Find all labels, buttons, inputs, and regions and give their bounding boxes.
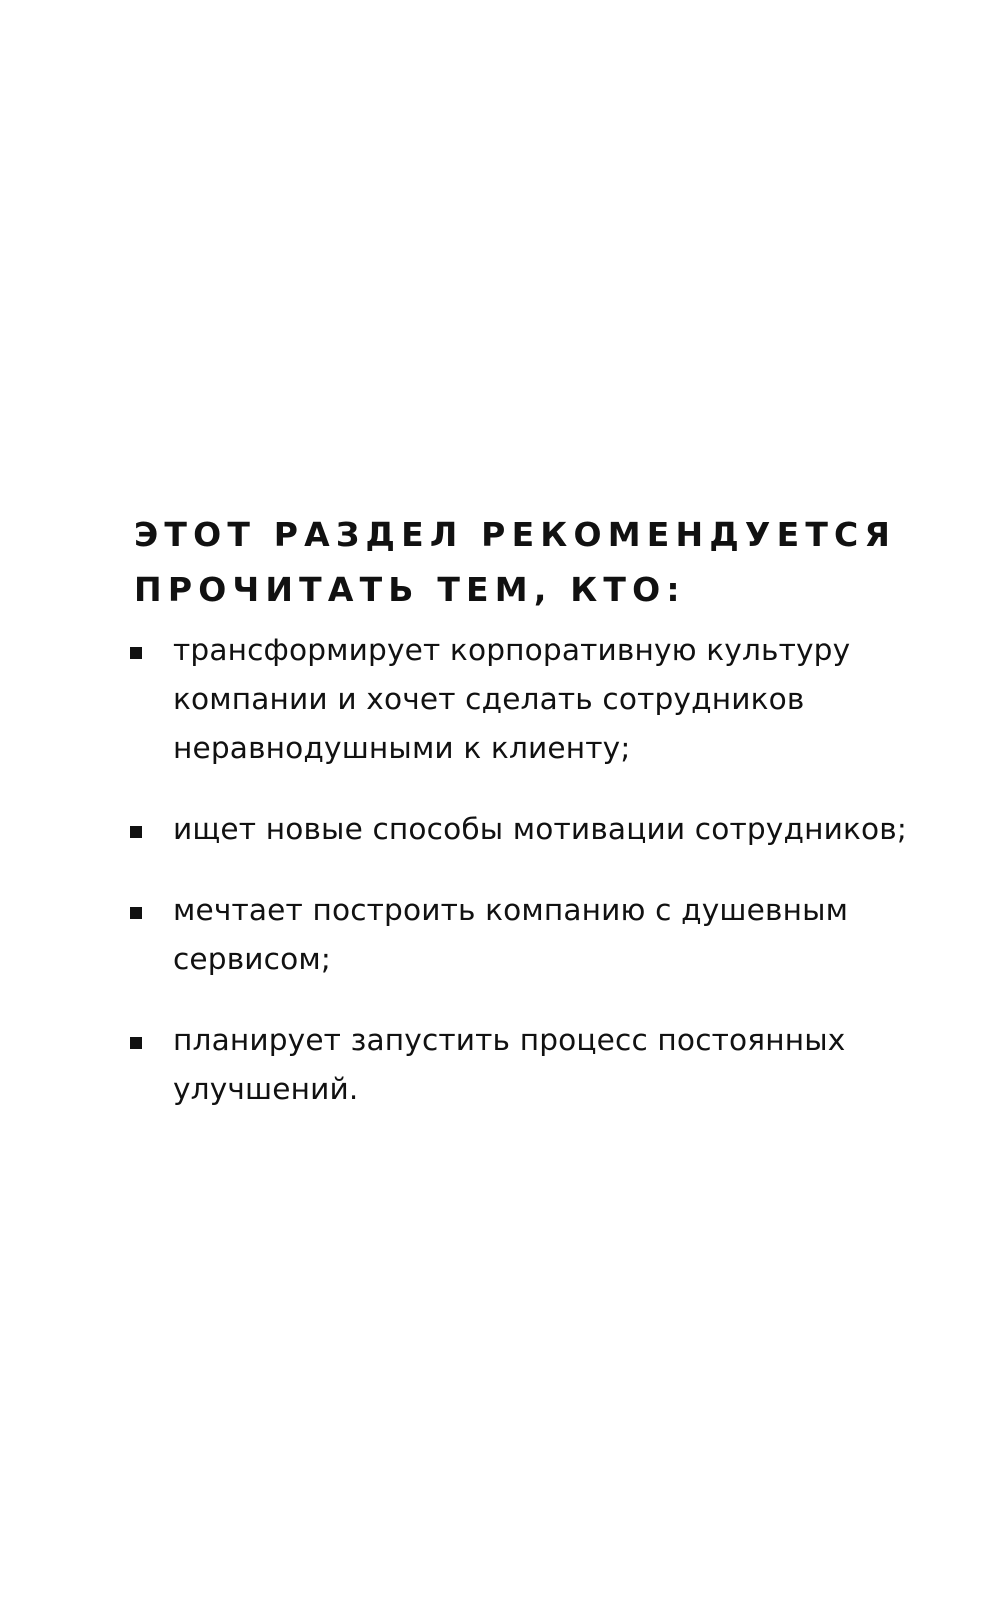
square-bullet-icon [130, 907, 142, 919]
square-bullet-icon [130, 647, 142, 659]
list-item-line: мечтает построить компанию с душевным [173, 893, 849, 927]
list-item-line: трансформирует корпоративную культуру [173, 633, 851, 667]
list-item [130, 805, 920, 854]
list-item-line: ищет новые способы мотивации сотрудников; [173, 812, 907, 846]
list-item-line: улучшений. [173, 1072, 359, 1106]
section-heading [134, 507, 897, 617]
list-item [130, 626, 920, 773]
list-item-line: сервисом; [173, 942, 331, 976]
recommendation-list [130, 626, 920, 1146]
list-item [130, 1016, 920, 1114]
list-item [130, 886, 920, 984]
heading-line: ПРОЧИТАТЬ ТЕМ, КТО: [134, 570, 686, 609]
list-item-line: неравнодушными к клиенту; [173, 731, 631, 765]
list-item-text [173, 626, 920, 773]
list-item-text [173, 1016, 920, 1114]
heading-line: ЭТОТ РАЗДЕЛ РЕКОМЕНДУЕТСЯ [134, 515, 897, 554]
list-item-line: компании и хочет сделать сотрудников [173, 682, 805, 716]
square-bullet-icon [130, 826, 142, 838]
list-item-text [173, 886, 920, 984]
list-item-text [173, 805, 920, 854]
list-item-line: планирует запустить процесс постоянных [173, 1023, 846, 1057]
square-bullet-icon [130, 1037, 142, 1049]
